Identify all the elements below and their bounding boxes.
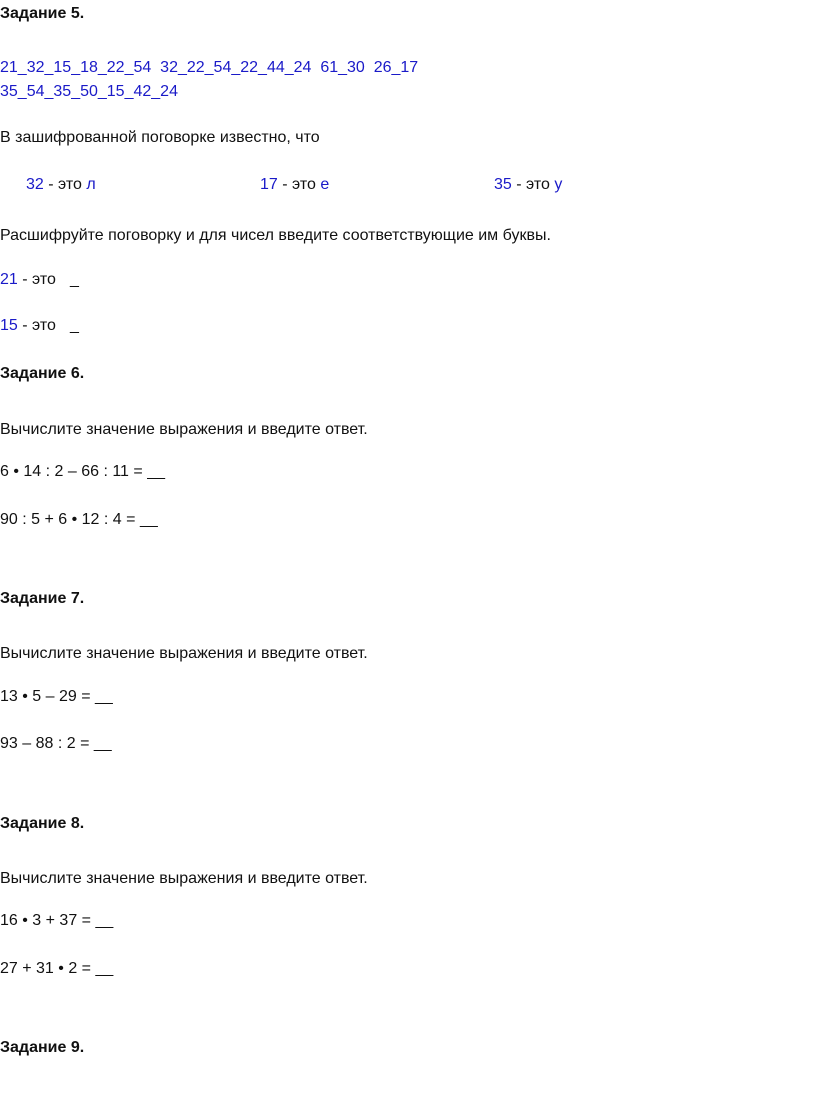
answer-blank[interactable]: __	[139, 511, 158, 528]
expression-text: 6 • 14 : 2 – 66 : 11 =	[0, 463, 143, 480]
answer-blank[interactable]: _	[70, 271, 79, 288]
hint-17	[260, 175, 329, 195]
answer-blank[interactable]: __	[95, 912, 114, 929]
hint-separator: - это	[511, 176, 555, 193]
question-number: 15	[0, 317, 18, 334]
hint-letter: л	[86, 176, 96, 193]
answer-blank[interactable]: __	[147, 463, 165, 480]
hint-number: 35	[494, 176, 512, 193]
task6-title: Задание 6.	[0, 365, 85, 382]
task7-instruction: Вычислите значение выражения и введите ответ.	[0, 645, 368, 662]
task6-expression-1	[0, 462, 165, 482]
question-separator: - это	[17, 317, 56, 334]
expression-text: 16 • 3 + 37 =	[0, 912, 92, 929]
task5-instruction: Расшифруйте поговорку и для чисел введите соответствующие им буквы.	[0, 227, 551, 244]
question-21	[0, 270, 79, 290]
task7-expression-2	[0, 734, 112, 754]
task8-instruction: Вычислите значение выражения и введите ответ.	[0, 870, 368, 887]
question-number: 21	[0, 271, 18, 288]
answer-blank[interactable]: __	[95, 688, 113, 705]
hint-letter: е	[320, 176, 330, 193]
cipher-line-2: 35_54_35_50_15_42_24	[0, 83, 178, 100]
cipher-line-1: 21_32_15_18_22_54 32_22_54_22_44_24 61_30 26_17	[0, 59, 419, 76]
task7-expression-1	[0, 687, 113, 707]
question-separator: - это	[17, 271, 56, 288]
expression-text: 90 : 5 + 6 • 12 : 4 =	[0, 511, 136, 528]
task8-title: Задание 8.	[0, 815, 85, 832]
task6-instruction: Вычислите значение выражения и введите ответ.	[0, 421, 368, 438]
hint-number: 32	[26, 176, 44, 193]
task6-expression-2	[0, 510, 158, 530]
hint-number: 17	[260, 176, 278, 193]
expression-text: 93 – 88 : 2 =	[0, 735, 90, 752]
hint-separator: - это	[277, 176, 321, 193]
hint-35	[494, 175, 562, 195]
task8-expression-1	[0, 911, 113, 931]
answer-blank[interactable]: __	[93, 735, 112, 752]
task8-expression-2	[0, 959, 113, 979]
expression-text: 13 • 5 – 29 =	[0, 688, 91, 705]
known-intro: В зашифрованной поговорке известно, что	[0, 129, 320, 146]
hint-separator: - это	[43, 176, 87, 193]
task9-title: Задание 9.	[0, 1039, 85, 1056]
expression-text: 27 + 31 • 2 =	[0, 960, 92, 977]
hint-letter: у	[554, 176, 563, 193]
task7-title: Задание 7.	[0, 590, 85, 607]
task5-title: Задание 5.	[0, 5, 85, 22]
question-15	[0, 316, 79, 336]
answer-blank[interactable]: __	[95, 960, 114, 977]
hint-32	[26, 175, 96, 195]
answer-blank[interactable]: _	[70, 317, 79, 334]
